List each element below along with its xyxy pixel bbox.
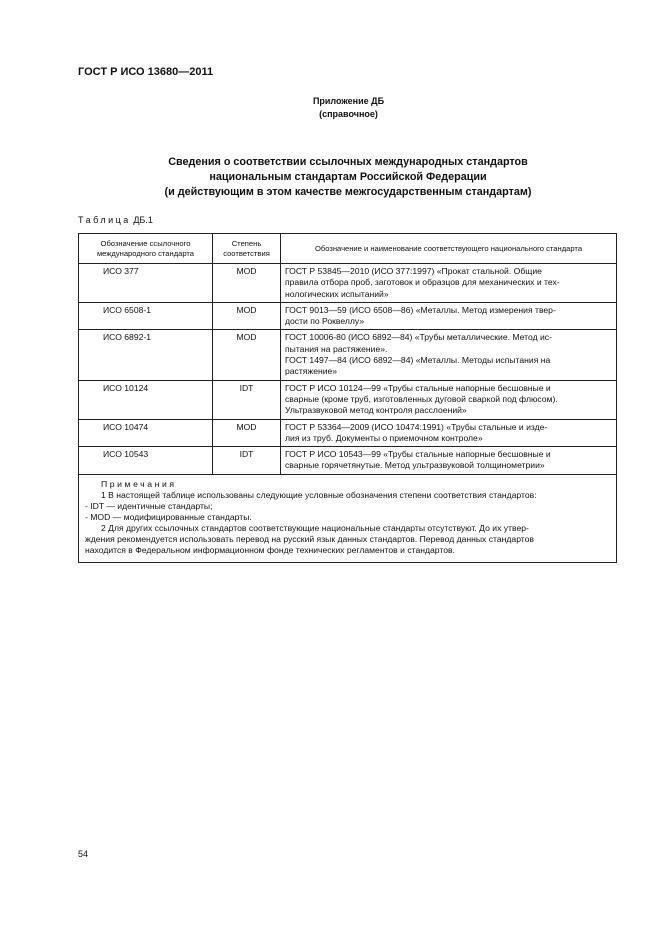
table-row [79, 447, 617, 475]
national-standard-line: растяжение» [285, 366, 338, 377]
national-standard-line: ГОСТ 1497—84 (ИСО 6892—84) «Металлы. Методы испытания на [285, 355, 551, 366]
table-row [79, 419, 617, 447]
table-row [79, 380, 617, 419]
national-standard-line: дости по Роквеллу» [285, 316, 365, 327]
table-row [79, 264, 617, 303]
standard-code-cell: ИСО 377 [79, 264, 213, 303]
table-caption-id: ДБ.1 [133, 215, 153, 225]
conformity-degree-cell: MOD [213, 419, 281, 447]
national-standard-line: пытания на растяжение». [285, 343, 388, 354]
conformity-degree-cell: MOD [213, 264, 281, 303]
title-line: (и действующим в этом качестве межгосударственным стандартам) [164, 186, 532, 198]
table-caption-word: Таблица [78, 215, 131, 225]
national-standard-cell [281, 330, 617, 380]
national-standard-line: Ультразвуковой метод контроля расслоений» [285, 405, 467, 416]
national-standard-line: ГОСТ Р ИСО 10124—99 «Трубы стальные напорные бесшовные и [285, 382, 551, 393]
table-row [79, 330, 617, 380]
national-standard-line: сварные горячетянутые. Метод ультразвуковой толщинометрии» [285, 460, 545, 471]
national-standard-line: ГОСТ 10006-80 (ИСО 6892—84) «Трубы металлические. Метод ис- [285, 332, 552, 343]
standard-code-cell: ИСО 6508-1 [79, 302, 213, 330]
title-line: Сведения о соответствии ссылочных международных стандартов [168, 156, 528, 168]
national-standard-cell [281, 380, 617, 419]
standard-code-cell: ИСО 10543 [79, 447, 213, 475]
note-line: ждения рекомендуется использовать перевод на русский язык данных стандартов. Перевод данных стандартов [85, 533, 534, 544]
national-standard-line: ГОСТ Р ИСО 10543—99 «Трубы стальные напорные бесшовные и [285, 449, 551, 460]
appendix-kind: (справочное) [319, 109, 378, 119]
standard-code-cell: ИСО 10124 [79, 380, 213, 419]
table-row [79, 302, 617, 330]
note-line: находится в Федеральном информационном фонде технических регламентов и стандартов. [85, 544, 455, 555]
notes-row [79, 474, 617, 562]
notes-heading: Примечания [101, 478, 177, 489]
column-header: Обозначение ссылочного международного стандарта [79, 234, 213, 264]
national-standard-line: лия из труб. Документы о приемочном контроле» [285, 432, 483, 443]
page-number: 54 [78, 849, 89, 859]
national-standard-cell [281, 302, 617, 330]
note-line: - IDT — идентичные стандарты; [85, 500, 213, 511]
national-standard-cell [281, 447, 617, 475]
column-header: Степень соответствия [213, 234, 281, 264]
note-line: 2 Для других ссылочных стандартов соответствующие национальные стандарты отсутствуют. До их утвер- [101, 522, 529, 533]
table-body [79, 264, 617, 475]
national-standard-line: ГОСТ Р 53364—2009 (ИСО 10474:1991) «Трубы стальные и изде- [285, 421, 548, 432]
column-header: Обозначение и наименование соответствующего национального стандарта [281, 234, 617, 264]
national-standard-line: ГОСТ 9013—59 (ИСО 6508—86) «Металлы. Метод измерения твер- [285, 304, 556, 315]
national-standard-line: нологических испытаний» [285, 288, 389, 299]
national-standard-cell [281, 264, 617, 303]
conformity-degree-cell: MOD [213, 330, 281, 380]
national-standard-cell [281, 419, 617, 447]
national-standard-line: правила отбора проб, заготовок и образцов для механических и тех- [285, 277, 560, 288]
section-title [78, 155, 618, 200]
document-code: ГОСТ Р ИСО 13680—2011 [78, 66, 214, 78]
national-standard-line: сварные (кроме труб, изготовленных дуговой сваркой под флюсом). [285, 393, 558, 404]
conformity-degree-cell: IDT [213, 380, 281, 419]
table-caption [78, 215, 153, 225]
standard-code-cell: ИСО 6892-1 [79, 330, 213, 380]
title-line: национальным стандартам Российской Федерации [209, 171, 487, 183]
notes-cell [79, 474, 617, 562]
table-header-row [79, 234, 617, 264]
appendix-label: Приложение ДБ [312, 96, 385, 106]
conformity-degree-cell: IDT [213, 447, 281, 475]
standards-table [78, 233, 617, 563]
note-line: - MOD — модифицированные стандарты. [85, 511, 252, 522]
conformity-degree-cell: MOD [213, 302, 281, 330]
note-line: 1 В настоящей таблице использованы следующие условные обозначения степени соответствия стандартов: [101, 489, 537, 500]
standard-code-cell: ИСО 10474 [79, 419, 213, 447]
national-standard-line: ГОСТ Р 53845—2010 (ИСО 377:1997) «Прокат стальной. Общие [285, 266, 542, 276]
